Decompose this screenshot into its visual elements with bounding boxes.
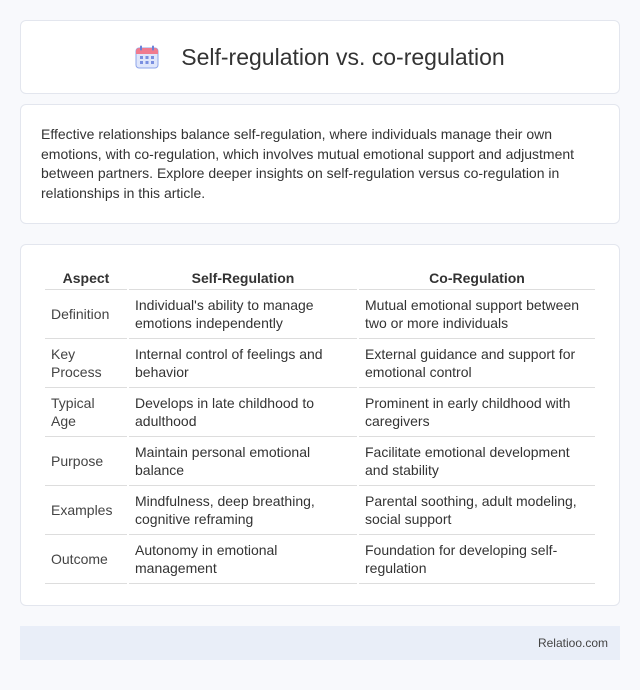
aspect-cell: Purpose — [45, 437, 127, 486]
aspect-cell: Typical Age — [45, 388, 127, 437]
table-row — [45, 437, 595, 486]
co-regulation-cell: Prominent in early childhood with caregivers — [359, 388, 595, 437]
table-row — [45, 339, 595, 388]
title-card — [20, 20, 620, 94]
co-regulation-cell: External guidance and support for emotional control — [359, 339, 595, 388]
aspect-cell: Outcome — [45, 535, 127, 584]
table-card — [20, 244, 620, 606]
table-row — [45, 388, 595, 437]
self-regulation-cell: Individual's ability to manage emotions independently — [129, 290, 357, 339]
table-header-row — [45, 267, 595, 290]
footer — [20, 626, 620, 660]
calendar-icon — [135, 45, 159, 69]
self-regulation-cell: Develops in late childhood to adulthood — [129, 388, 357, 437]
co-regulation-cell: Mutual emotional support between two or more individuals — [359, 290, 595, 339]
intro-card — [20, 104, 620, 224]
table-row — [45, 290, 595, 339]
aspect-cell: Definition — [45, 290, 127, 339]
aspect-cell: Key Process — [45, 339, 127, 388]
aspect-cell: Examples — [45, 486, 127, 535]
self-regulation-cell: Mindfulness, deep breathing, cognitive reframing — [129, 486, 357, 535]
column-header-co-regulation: Co-Regulation — [359, 267, 595, 290]
table-row — [45, 535, 595, 584]
table-row — [45, 486, 595, 535]
comparison-table — [43, 267, 597, 584]
column-header-aspect: Aspect — [45, 267, 127, 290]
footer-brand[interactable]: Relatioo.com — [537, 636, 608, 650]
page-title: Self-regulation vs. co-regulation — [181, 43, 505, 70]
column-header-self-regulation: Self-Regulation — [129, 267, 357, 290]
self-regulation-cell: Autonomy in emotional management — [129, 535, 357, 584]
self-regulation-cell: Internal control of feelings and behavior — [129, 339, 357, 388]
co-regulation-cell: Foundation for developing self-regulation — [359, 535, 595, 584]
self-regulation-cell: Maintain personal emotional balance — [129, 437, 357, 486]
co-regulation-cell: Facilitate emotional development and stability — [359, 437, 595, 486]
co-regulation-cell: Parental soothing, adult modeling, social support — [359, 486, 595, 535]
intro-text: Effective relationships balance self-regulation, where individuals manage their own emotions, with co-regulation, which involves mutual emotional support and adjustment between partners. Explore deeper insights on self-regulation versus co-regulation in relationships in this article. — [41, 126, 575, 201]
